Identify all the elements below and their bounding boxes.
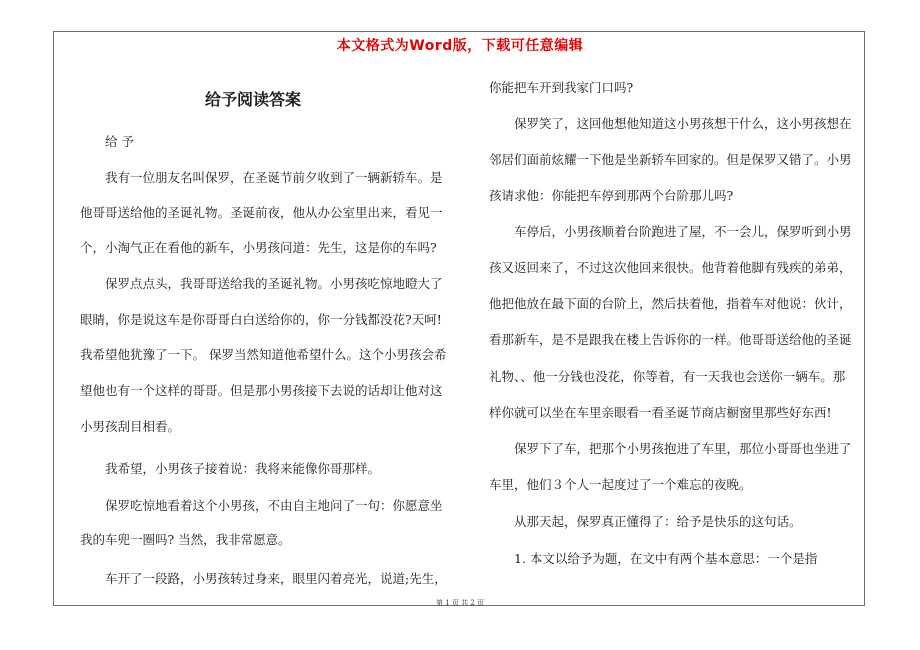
paragraph-line: 我希望，小男孩子接着说：我将来能像你哥那样。 bbox=[105, 461, 381, 476]
paragraph-line: 我有一位朋友名叫保罗，在圣诞节前夕收到了一辆新轿车。是 bbox=[105, 170, 443, 185]
page-number: 第 1 页 共 2 页 bbox=[435, 599, 485, 607]
paragraph-line: 车停后，小男孩顺着台阶跑进了屋，不一会儿，保罗听到小男 bbox=[514, 224, 852, 239]
paragraph-line: 他哥哥送给他的圣诞礼物。圣诞前夜，他从办公室里出来，看见一 bbox=[80, 205, 443, 220]
paragraph-line: 保罗点点头，我哥哥送给我的圣诞礼物。小男孩吃惊地瞪大了 bbox=[105, 276, 443, 291]
paragraph-line: 个，小淘气正在看他的新车，小男孩问道：先生，这是你的车吗? bbox=[80, 240, 437, 255]
paragraph-line: 他把他放在最下面的台阶上，然后扶着他，指着车对他说：伙计， bbox=[489, 296, 852, 311]
paragraph-line: 你能把车开到我家门口吗? bbox=[489, 80, 634, 95]
paragraph-line: 眼睛，你是说这车是你哥哥白白送给你的，你一分钱都没花?天呵! bbox=[80, 312, 442, 327]
paragraph-line: 邻居们面前炫耀一下他是坐新轿车回家的。但是保罗又错了。小男 bbox=[489, 152, 852, 167]
paragraph-line: 孩请求他：你能把车停到那两个台阶那儿吗? bbox=[489, 188, 734, 203]
paragraph-line: 小男孩刮目相看。 bbox=[80, 419, 181, 434]
paragraph-line: 我希望他犹豫了一下。 保罗当然知道他希望什么。这个小男孩会希 bbox=[80, 347, 447, 362]
document-title: 给予阅读答案 bbox=[205, 90, 302, 109]
paragraph-line: 保罗吃惊地看着这个小男孩，不由自主地问了一句：你愿意坐 bbox=[105, 498, 443, 513]
paragraph-line: 礼物、、他一分钱也没花，你等着，有一天我也会送你一辆车。那 bbox=[489, 369, 846, 384]
paragraph-line: 保罗下了车，把那个小男孩抱进了车里，那位小哥哥也坐进了 bbox=[514, 441, 852, 456]
paragraph-line: 车开了一段路，小男孩转过身来，眼里闪着亮光，说道;先生， bbox=[105, 571, 447, 586]
paragraph-line: 孩又返回来了，不过这次他回来很快。他背着他脚有残疾的弟弟， bbox=[489, 260, 852, 275]
paragraph-line: 保罗笑了，这回他想他知道这小男孩想干什么，这小男孩想在 bbox=[514, 116, 852, 131]
paragraph-line: 给 予 bbox=[105, 134, 134, 149]
paragraph-line: 从那天起，保罗真正懂得了：给予是快乐的这句话。 bbox=[514, 514, 802, 529]
download-banner: 本文格式为Word版，下载可任意编辑 bbox=[336, 38, 584, 54]
paragraph-line: 样你就可以坐在车里亲眼看一看圣诞节商店橱窗里那些好东西! bbox=[489, 405, 832, 420]
paragraph-line: 车里，他们３个人一起度过了一个难忘的夜晚。 bbox=[489, 477, 752, 492]
paragraph-line: 看那新车，是不是跟我在楼上告诉你的一样。他哥哥送给他的圣诞 bbox=[489, 332, 852, 347]
paragraph-line: 1. 本文以给予为题，在文中有两个基本意思：一个是指 bbox=[514, 551, 818, 566]
paragraph-line: 望他也有一个这样的哥哥。但是那小男孩接下去说的话却让他对这 bbox=[80, 383, 443, 398]
paragraph-line: 我的车兜一圈吗? 当然，我非常愿意。 bbox=[80, 532, 291, 547]
